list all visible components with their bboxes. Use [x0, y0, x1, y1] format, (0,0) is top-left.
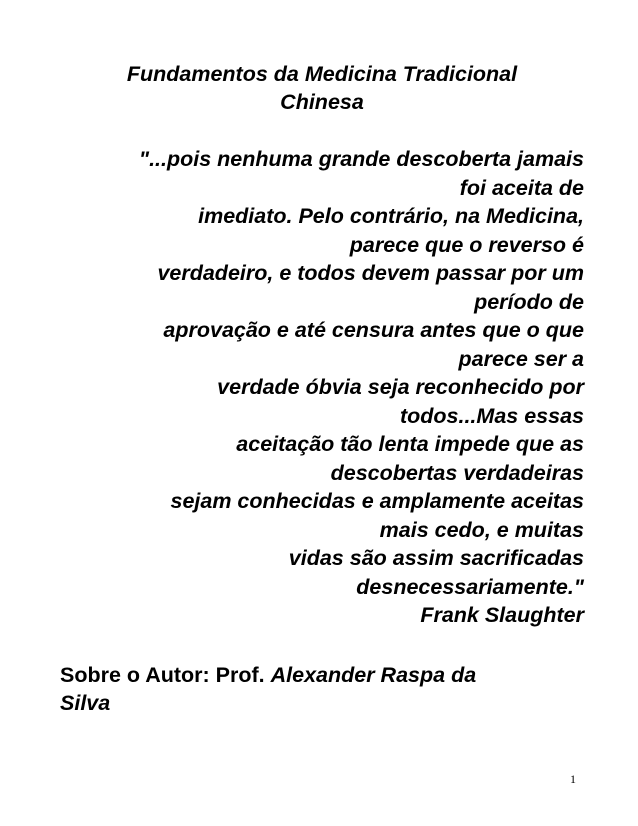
quote-line: vidas são assim sacrificadas: [288, 546, 584, 570]
author-name: Alexander Raspa da: [270, 663, 477, 687]
author-name-continued: Silva: [60, 691, 111, 715]
quote-line: foi aceita de: [459, 175, 584, 200]
author-label: Sobre o Autor: Prof.: [60, 663, 271, 687]
page-number: 1: [570, 772, 576, 786]
quote-line: aprovação e até censura antes que o que: [163, 318, 584, 342]
quote-line: "...pois nenhuma grande descoberta jamais: [138, 147, 584, 171]
quote-line: parece que o reverso é: [349, 232, 584, 257]
quote-line: período de: [474, 289, 584, 314]
quote-line: verdadeiro, e todos devem passar por um: [157, 261, 584, 285]
quote-line: todos...Mas essas: [399, 403, 584, 428]
quote-line: aceitação tão lenta impede que as: [236, 432, 584, 456]
title-line: Fundamentos da Medicina Tradicional: [126, 62, 518, 86]
quote-line: verdade óbvia seja reconhecido por: [217, 375, 584, 399]
quote-line: imediato. Pelo contrário, na Medicina,: [198, 204, 584, 228]
quote-line: parece ser a: [458, 346, 584, 371]
quote-attribution: Frank Slaughter: [420, 603, 584, 627]
document-title: [60, 60, 584, 116]
quote-line: sejam conhecidas e amplamente aceitas: [170, 489, 584, 513]
quote-line: mais cedo, e muitas: [379, 517, 584, 542]
about-author-heading: [60, 661, 584, 717]
epigraph-quote: [60, 145, 584, 630]
quote-line: descobertas verdadeiras: [330, 460, 584, 485]
title-line: Chinesa: [280, 90, 364, 114]
quote-line: desnecessariamente.": [356, 574, 584, 599]
